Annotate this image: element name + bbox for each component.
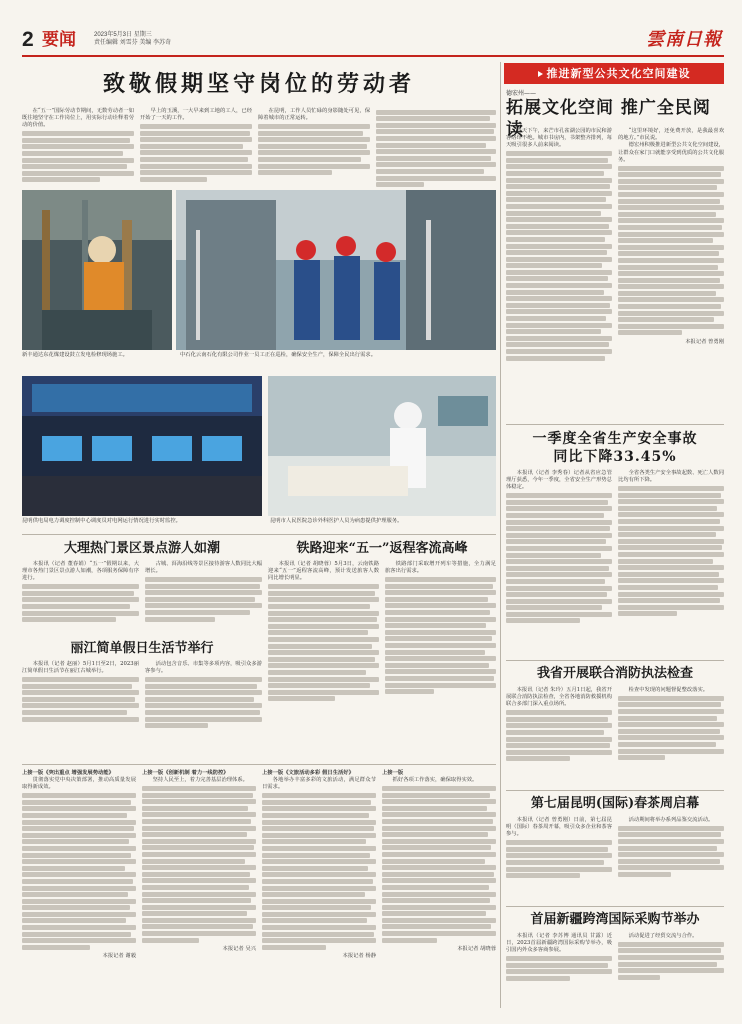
caption-dispatch: 昆明供电局电力调度控制中心调度员对电网运行情况进行实时监控。	[22, 518, 181, 524]
culture-paragraph: “这里环境好，还免费开放，是我最喜欢的地方。”市民说。	[618, 128, 724, 142]
story-fire-inspection	[506, 664, 724, 788]
divider	[506, 660, 724, 661]
column-divider	[500, 62, 501, 1008]
page-number: 2	[22, 28, 34, 51]
story-safety	[506, 430, 724, 658]
tourism-headline: 大理热门景区景点游人如潮	[63, 541, 220, 556]
caption-construction: 新丰通达东花煤建设鼓立发电检修现场施工。	[22, 352, 128, 358]
story-tea-fair	[506, 794, 724, 904]
continuation-text: 坚持人民至上，着力完善基层治理体系。	[152, 777, 248, 784]
tea-fair-headline: 第七届昆明(国际)春茶周启幕	[530, 796, 700, 811]
fire-paragraph: 检查中发现的问题督促整改落实。	[628, 687, 709, 693]
procurement-col-b	[618, 933, 724, 983]
fire-col-b	[618, 687, 724, 763]
railway-paragraph: 本报讯（记者 胡晓蓉）5月3日，云南铁路迎来“五一”返程客流高峰，预计发送旅客人数同比增长明显。	[268, 561, 380, 582]
tourism-col-a	[22, 561, 139, 624]
continuation-col-3	[262, 770, 376, 1008]
procurement-col-a	[506, 933, 612, 983]
safety-paragraph: 本报讯（记者 李秀春）记者从省应急管理厅获悉，今年一季度，全省安全生产形势总体稳定。	[506, 470, 612, 491]
photo-refinery-workers	[176, 190, 496, 350]
culture-banner	[504, 63, 724, 84]
masthead-logo: 雲南日報	[646, 29, 722, 50]
safety-headline-line1: 一季度全省生产安全事故	[532, 431, 698, 447]
procurement-paragraph: 本报讯（记者 李苏博 通讯员 甘露）近日，2023首届新疆跨湾国际采购节举办，吸引国内外众多客商参展。	[506, 933, 612, 954]
railway-headline: 铁路迎来“五一”返程客流高峰	[296, 541, 468, 556]
continuation-byline: 本报记者 吴兴	[222, 946, 256, 953]
culture-paragraph: 德宏州积极推进新型公共文化空间建设，让群众在家门口就能享受到优质的公共文化服务。	[618, 142, 724, 163]
continuation-byline: 本报记者 谢毅	[102, 953, 136, 960]
editor-credits: 责任编辑 刘雪芬 美编 李苏奇	[94, 40, 172, 46]
continuation-col-1	[22, 770, 136, 1008]
feature-headline-box	[22, 64, 496, 104]
page-header	[22, 30, 724, 52]
safety-headline-line2: 同比下降33.45%	[553, 449, 677, 465]
procurement-headline: 首届新疆跨湾国际采购节举办	[530, 912, 700, 927]
issue-date: 2023年5月3日 星期三	[94, 32, 152, 38]
procurement-paragraph: 活动促进了经贸交流与合作。	[628, 933, 698, 939]
divider	[506, 906, 724, 907]
railway-col-b	[385, 561, 496, 703]
safety-col-b	[618, 470, 724, 625]
lijiang-col-b	[145, 661, 262, 730]
continuation-col-4	[382, 770, 496, 1008]
fire-col-a	[506, 687, 612, 763]
lijiang-paragraph: 活动包含音乐、市集等多项内容，吸引众多游客参与。	[145, 661, 262, 675]
continuation-text: 抓好各项工作落实，确保取得实效。	[392, 777, 478, 784]
tea-fair-paragraph: 本报讯（记者 曾勇刚）日前，第七届昆明（国际）春茶周开幕，吸引众多企业和茶客参与。	[506, 817, 612, 838]
fire-paragraph: 本报讯（记者 朱玲）五月1日起，我省开展联合消防执法检查，全省各地消防救援机构联合多部门深入重点场所。	[506, 687, 613, 708]
caption-refinery: 中石化云南石化有限公司作业一员工正在巡检，确保安全生产，保障全民出行需求。	[180, 352, 376, 358]
tourism-paragraph: 本报讯（记者 董春娟）“五一”假期以来，大理市各热门景区景点游人如潮，各项服务保障有序进行。	[22, 561, 139, 582]
continuation-byline: 本报记者 杨静	[342, 953, 376, 960]
culture-paragraph: 每天下午，来芒市孔雀湖公园的市民和游客络绎不绝。城市书房内，书架整齐排列，每天吸引很多人前来阅读。	[506, 128, 612, 149]
lijiang-col-a	[22, 661, 139, 730]
tea-fair-col-b	[618, 817, 724, 880]
arrow-right-icon	[538, 71, 543, 77]
divider	[22, 534, 496, 535]
continuation-heading: 上接一版	[382, 770, 404, 776]
section-title: 要闻	[42, 30, 76, 49]
photo-construction-worker	[22, 190, 172, 350]
continuation-heading: 上接一版《突出重点 增强发展势动能》	[22, 770, 114, 776]
lijiang-headline: 丽江简单假日生活节举行	[70, 641, 214, 656]
continuation-text: 贯彻落实党中央决策部署，推动高质量发展取得新成效。	[22, 777, 136, 791]
culture-banner-text: 推进新型公共文化空间建设	[546, 67, 691, 80]
culture-byline: 本报记者 曾勇刚	[685, 339, 724, 346]
continuation-heading: 上接一版《文旅活动多彩 假日生活好》	[262, 770, 354, 776]
tourism-paragraph: 古城、洱海沿线等景区接待游客人数同比大幅增长。	[145, 561, 262, 575]
safety-paragraph: 全省各类生产安全事故起数、死亡人数同比均有所下降。	[618, 470, 724, 484]
culture-col-2	[618, 128, 724, 418]
lijiang-paragraph: 本报讯（记者 赵丽）5月1日至2日，2023丽江简单假日生活节在丽江古城举行。	[22, 661, 140, 675]
fire-headline: 我省开展联合消防执法检查	[536, 666, 693, 681]
culture-headline: 拓展文化空间 推广全民阅读	[506, 98, 711, 140]
photo-hospital-nurse	[268, 376, 496, 516]
header-info	[94, 31, 171, 47]
story-procurement-fair	[506, 910, 724, 1010]
culture-col-1	[506, 128, 612, 418]
tea-fair-col-a	[506, 817, 612, 880]
railway-paragraph: 铁路部门采取增开列车等措施，全力满足旅客出行需求。	[385, 561, 496, 575]
feature-paragraph: 早上的玉溪，一大早来到工地的工人，已经开始了一天的工作。	[140, 108, 252, 122]
continuation-text: 各地举办丰富多彩的文旅活动，满足群众节日需求。	[262, 777, 376, 791]
continuation-col-2	[142, 770, 256, 1008]
tea-fair-paragraph: 活动期间将举办系列品鉴交流活动。	[628, 817, 714, 823]
story-lijiang	[22, 640, 262, 760]
tourism-col-b	[145, 561, 262, 624]
header-rule	[22, 55, 724, 57]
railway-col-a	[268, 561, 379, 703]
safety-col-a	[506, 470, 612, 625]
caption-hospital: 昆明市人民医院急诊外科医护人员为病患提供护理服务。	[270, 518, 403, 524]
divider	[506, 790, 724, 791]
continuation-byline: 本报记者 胡晓蓉	[457, 946, 496, 953]
divider	[506, 424, 724, 425]
story-tourism	[22, 540, 262, 640]
feature-paragraph: 在昆明，工作人员忙碌的身影随处可见，保障着城市的正常运转。	[258, 108, 370, 122]
continuation-heading: 上接一版《创新机制 着力一线防控》	[142, 770, 229, 776]
story-railway	[268, 540, 496, 760]
feature-paragraph: 在“五一”国际劳动节期间，无数劳动者一如既往地坚守在工作岗位上，用实际行动诠释着劳动的价值。	[22, 108, 134, 129]
divider	[22, 764, 496, 765]
culture-kicker: 德宏州——	[506, 90, 537, 97]
feature-headline: 致敬假期坚守岗位的劳动者	[102, 71, 415, 97]
photo-power-dispatch-center	[22, 376, 262, 516]
